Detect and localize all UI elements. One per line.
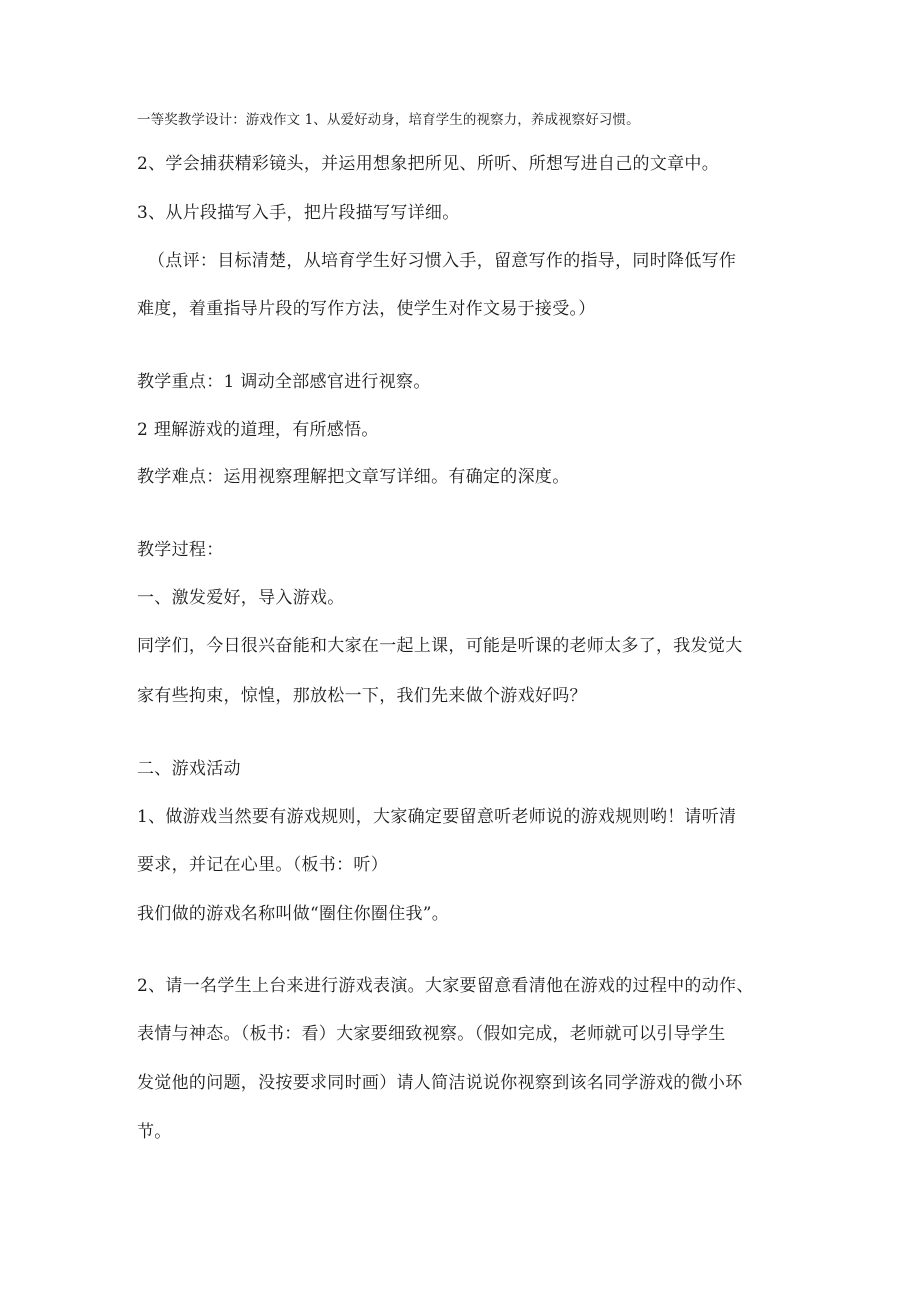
section-2-title: 二、游戏活动 xyxy=(137,759,241,779)
comment-line-2: 难度，着重指导片段的写作方法，使学生对作文易于接受。） xyxy=(137,299,596,319)
step-1-line-1: 1、做游戏当然要有游戏规则，大家确定要留意听老师说的游戏规则哟！请听清 xyxy=(137,807,737,827)
step-1-line-2: 要求，并记在心里。（板书：听） xyxy=(137,855,388,875)
game-name-line: 我们做的游戏名称叫做“圈住你圈住我”。 xyxy=(137,904,450,924)
step-2-line-3: 发觉他的问题，没按要求同时画）请人简洁说说你视察到该名同学游戏的微小环 xyxy=(137,1073,743,1093)
section-1-title: 一、激发爱好，导入游戏。 xyxy=(137,588,345,608)
section-1-paragraph-line-2: 家有些拘束，惊惶，那放松一下，我们先来做个游戏好吗？ xyxy=(137,686,587,706)
teaching-focus-2: 2 理解游戏的道理，有所感悟。 xyxy=(137,420,379,440)
step-2-line-4: 节。 xyxy=(137,1122,172,1142)
step-2-line-2: 表情与神态。（板书：看）大家要细致视察。（假如完成，老师就可以引导学生 xyxy=(137,1024,726,1044)
intro-line: 一等奖教学设计：游戏作文 1、从爱好动身，培育学生的视察力，养成视察好习惯。 xyxy=(137,112,640,128)
process-title: 教学过程： xyxy=(137,540,224,560)
comment-line-1: （点评：目标清楚，从培育学生好习惯入手，留意写作的指导，同时降低写作 xyxy=(148,251,737,271)
goal-3: 3、从片段描写入手，把片段描写写详细。 xyxy=(137,203,460,223)
section-1-paragraph-line-1: 同学们，今日很兴奋能和大家在一起上课，可能是听课的老师太多了，我发觉大 xyxy=(137,636,743,656)
goal-2: 2、学会捕获精彩镜头，并运用想象把所见、所听、所想写进自己的文章中。 xyxy=(137,154,720,174)
teaching-focus-1: 教学重点：1 调动全部感官进行视察。 xyxy=(137,372,431,392)
step-2-line-1: 2、请一名学生上台来进行游戏表演。大家要留意看清他在游戏的过程中的动作、 xyxy=(137,976,754,996)
teaching-difficulty: 教学难点：运用视察理解把文章写详细。有确定的深度。 xyxy=(137,467,570,487)
